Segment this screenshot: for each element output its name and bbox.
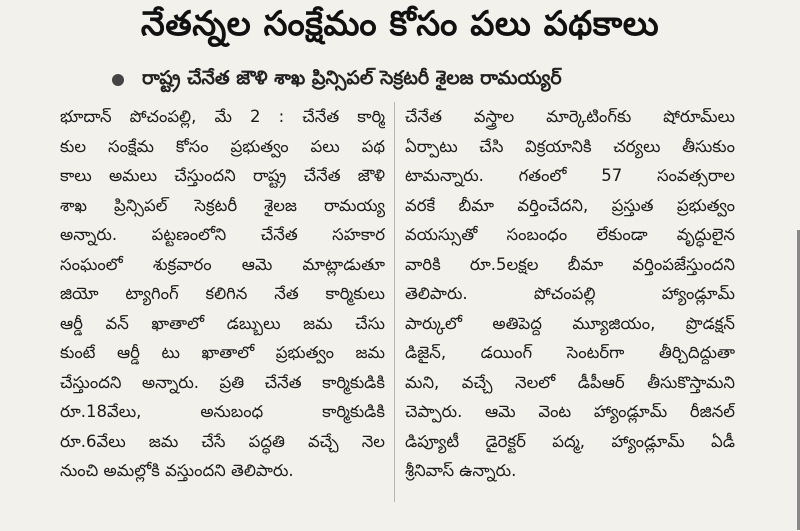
article-column-left <box>60 102 385 486</box>
text-line: జియో ట్యాగింగ్ కలిగిన నేత కార్మికులు <box>60 284 385 303</box>
text-line: మని, వచ్చే నెలలో డీపీఆర్ తీసుకొస్తామని <box>405 372 735 392</box>
text-line: చేనేత వస్త్రాల మార్కెటింగ్‌కు షోరూమ్‌లు <box>405 107 735 126</box>
headline: నేతన్నల సంక్షేమం కోసం పలు పథకాలు <box>140 4 660 44</box>
text-line: చెప్పారు. ఆమె వెంట హ్యాండ్లూమ్ రీజినల్ <box>405 402 735 421</box>
text-line: సంఘంలో శుక్రవారం ఆమె మాట్లాడుతూ <box>60 254 385 274</box>
text-line: రూ.18వేలు, అనుబంధ కార్మికుడికి <box>60 402 385 421</box>
text-line: రూ.6వేలు జమ చేసే పద్ధతి వచ్చే నెల <box>60 431 385 451</box>
text-line: నుంచి అమల్లోకి వస్తుందని తెలిపారు. <box>60 461 294 480</box>
bullet-icon <box>112 74 124 86</box>
subheadline-text: రాష్ట్ర చేనేత జౌళి శాఖ ప్రిన్సిపల్ సెక్రటరీ శైలజ రామయ్యర్ <box>142 66 562 89</box>
text-line: డిప్యూటీ డైరెక్టర్ పద్మ, హ్యాండ్లూమ్ ఏడీ <box>405 431 735 451</box>
text-line: ఆర్డీ వన్ ఖాతాలో డబ్బులు జమ చేసు <box>60 313 385 333</box>
text-line: కాలు అమలు చేస్తుందని రాష్ట్ర చేనేత జౌళి <box>60 166 385 185</box>
text-line: తెలిపారు. పోచంపల్లి హ్యాండ్లూమ్ <box>405 284 735 303</box>
text-line: టామన్నారు. గతంలో 57 సంవత్సరాల <box>405 166 735 185</box>
text-line: పార్కులో అతిపెద్ద మ్యూజియం, ప్రొడక్షన్ <box>405 313 735 333</box>
column-divider <box>394 102 395 502</box>
text-line: వారికి రూ.5లక్షల బీమా వర్తింపజేస్తుందని <box>405 254 735 274</box>
article-column-right <box>405 102 735 486</box>
text-line: కుల సంక్షేమ కోసం ప్రభుత్వం పలు పథ <box>60 136 385 156</box>
text-line: వరకే బీమా వర్తించేదని, ప్రస్తుత ప్రభుత్వం <box>405 195 735 215</box>
text-line: భూదాన్ పోచంపల్లి, మే 2 : చేనేత కార్మి <box>60 107 385 126</box>
text-line: చేస్తుందని అన్నారు. ప్రతి చేనేత కార్మికుడికి <box>60 372 385 392</box>
text-line: వయస్సుతో సంబంధం లేకుండా వృద్ధులైన <box>405 225 735 244</box>
subheadline <box>112 64 562 96</box>
text-line: డిజైన్, డయింగ్ సెంటర్‌గా తీర్చిదిద్దుతా <box>405 343 735 362</box>
text-line: శాఖ ప్రిన్సిపల్ సెక్రటరీ శైలజ రామయ్య <box>60 195 385 215</box>
text-line: శ్రీనివాస్ ఉన్నారు. <box>405 461 517 480</box>
text-line: కుంటే ఆర్డీ టు ఖాతాలో ప్రభుత్వం జమ <box>60 343 385 362</box>
text-line: ఏర్పాటు చేసి విక్రయానికి చర్యలు తీసుకుం <box>405 136 735 156</box>
text-line: అన్నారు. పట్టణంలోని చేనేత సహకార <box>60 225 385 244</box>
